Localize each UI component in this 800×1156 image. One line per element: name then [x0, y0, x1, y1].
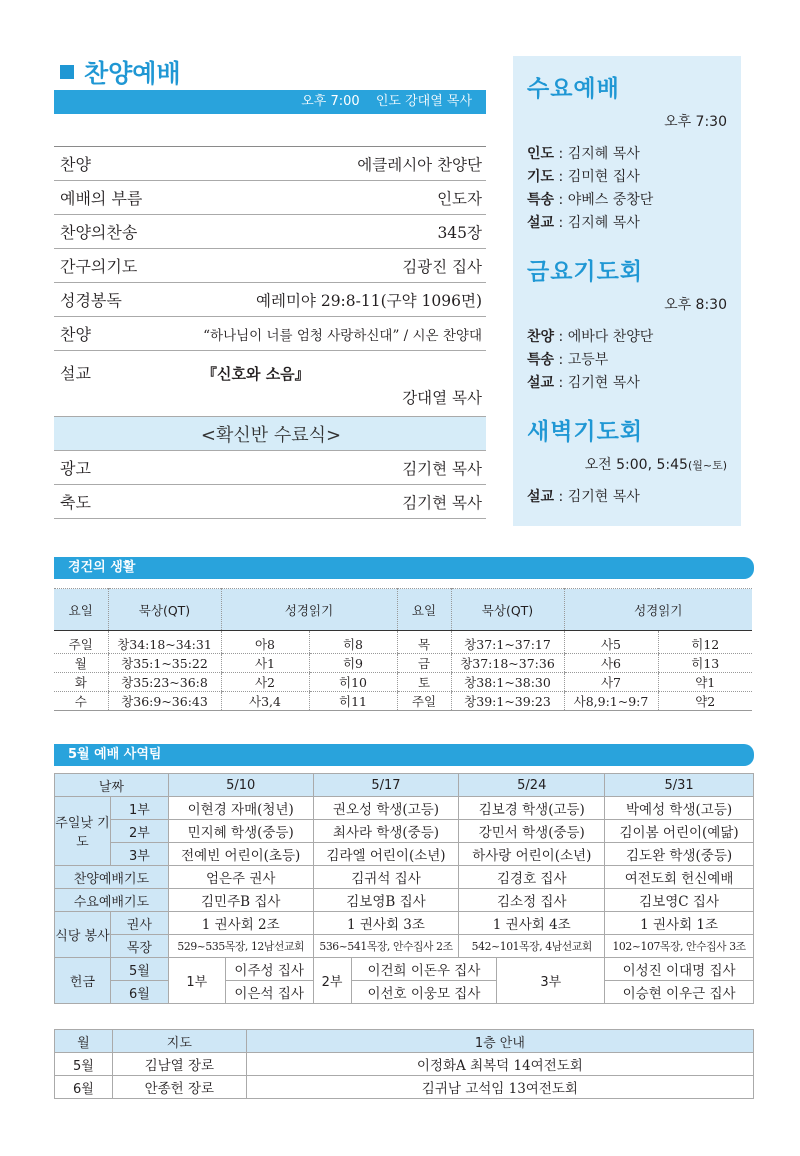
table-row: 주일낮 기도 1부 이현경 자매(청년) 권오성 학생(고등) 김보경 학생(고등) 박예성 학생(고등) — [55, 797, 754, 820]
order-row: 간구의기도 김광진 집사 — [54, 249, 486, 283]
square-bullet-icon — [60, 65, 74, 79]
dawn-title: 새벽기도회 — [527, 419, 644, 445]
qt-section-header: 경건의 생활 — [54, 557, 754, 579]
table-row: 3부 전예빈 어린이(초등) 김라엘 어린이(소년) 하사랑 어린이(소년) 김도완 학생(중등) — [55, 843, 754, 866]
order-row: 예배의 부름 인도자 — [54, 181, 486, 215]
qt-header-day: 요일 — [54, 589, 108, 631]
sermon-title: 『신호와 소음』 — [202, 365, 310, 383]
service-time: 오후 7:00 — [301, 94, 360, 109]
service-leader: 인도 강대열 목사 — [375, 94, 472, 109]
order-row: 광고 김기현 목사 — [54, 451, 486, 485]
table-row: 6월 이은석 집사 이선호 이웅모 집사 이승현 이우근 집사 — [55, 981, 754, 1004]
table-row: 수 창36:9~36:43 사3,4 히11 주일 창39:1~39:23 사8,9:1~9:7 약2 — [54, 692, 752, 711]
table-row: 찬양예배기도 엄은주 권사 김귀석 집사 김경호 집사 여전도회 헌신예배 — [55, 866, 754, 889]
order-row: 찬양 “하나님이 너를 엄청 사랑하신대” / 시온 찬양대 — [54, 317, 486, 351]
sermon-row: 설교 『신호와 소음』 강대열 목사 — [54, 351, 486, 417]
order-row: 찬양의찬송 345장 — [54, 215, 486, 249]
service-info-bar — [54, 90, 486, 114]
sermon-preacher: 강대열 목사 — [402, 389, 482, 407]
friday-prayer: 금요기도회 오후 8:30 찬양 : 에바다 찬양단 특송 : 고등부 설교 : 김기현 목사 — [527, 253, 727, 395]
friday-time: 오후 8:30 — [664, 297, 727, 313]
team-section-header: 5월 예배 사역팀 — [54, 744, 754, 766]
qt-header-reading: 성경읽기 — [221, 589, 397, 631]
table-row: 5월 김남열 장로 이정화A 최복덕 14여전도회 — [55, 1053, 754, 1076]
event-row: <확신반 수료식> — [54, 417, 486, 451]
wednesday-time: 오후 7:30 — [664, 114, 727, 130]
qt-header-day: 요일 — [397, 589, 451, 631]
wednesday-service: 수요예배 오후 7:30 인도 : 김지혜 목사 기도 : 김미현 집사 특송 : 야베스 중창단 설교 : 김지혜 목사 — [527, 70, 727, 235]
table-row: 2부 민지혜 학생(중등) 최사라 학생(중등) 강민서 학생(중등) 김이봄 어린이(예닮) — [55, 820, 754, 843]
order-row: 찬양 에클레시아 찬양단 — [54, 147, 486, 181]
dawn-time: 오전 5:00, 5:45(월~토) — [584, 457, 727, 473]
qt-table — [54, 588, 752, 711]
table-row: 주일 창34:18~34:31 아8 히8 목 창37:1~37:17 사5 히12 — [54, 631, 752, 654]
qt-header-reading: 성경읽기 — [564, 589, 752, 631]
qt-header-meditation: 묵상(QT) — [108, 589, 221, 631]
worship-team-table: 날짜 5/10 5/17 5/24 5/31 주일낮 기도 1부 이현경 자매(청년) 권오성 학생(고등) 김보경 학생(고등) 박예성 학생(고등) 2부 민지혜 학생(중등) 최사라 학생(중등) 강민서 학생(중등) 김이봄 어린이(예닮) 3부 전예빈 어린이(초등) 김라엘 어린이(소년) 하사랑 어린이(소년) 김도완 학생(중등) 찬양예배기도 엄은주 권사 김귀석 집사 김경호 집사 여전도회 헌신예배 수요예배기도 김민주B 집사 김보영B 집사 김소정 집사 김보영C 집사 식당 봉사 권사 1 권사회 2조 1 권사회 3조 1 권사회 4조 1 권사회 1조 목장 529~535목장, 12남선교회 536~541목장, 안수집사 2조 542~101목장, 4남선교회 102~107목장, 안수집사 3조 헌금 5월 1부 이주성 집사 2부 이건희 이돈우 집사 3부 이성진 이대명 집사 6월 이은석 집사 이선호 이웅모 집사 이승현 이우근 집사 — [54, 773, 754, 1004]
wednesday-title: 수요예배 — [527, 76, 620, 102]
table-row: 식당 봉사 권사 1 권사회 2조 1 권사회 3조 1 권사회 4조 1 권사회 1조 — [55, 912, 754, 935]
friday-title: 금요기도회 — [527, 259, 644, 285]
praise-service-title: 찬양예배 — [54, 58, 486, 86]
table-row: 화 창35:23~36:8 사2 히10 토 창38:1~38:30 사7 약1 — [54, 673, 752, 692]
praise-service-section — [54, 58, 486, 519]
table-row: 월 창35:1~35:22 사1 히9 금 창37:18~37:36 사6 히13 — [54, 654, 752, 673]
order-row: 축도 김기현 목사 — [54, 485, 486, 519]
table-row: 수요예배기도 김민주B 집사 김보영B 집사 김소정 집사 김보영C 집사 — [55, 889, 754, 912]
table-row: 목장 529~535목장, 12남선교회 536~541목장, 안수집사 2조 542~101목장, 4남선교회 102~107목장, 안수집사 3조 — [55, 935, 754, 958]
order-row: 성경봉독 예레미야 29:8-11(구약 1096면) — [54, 283, 486, 317]
weekly-services-panel — [513, 56, 741, 526]
table-row: 6월 안종헌 장로 김귀남 고석임 13여전도회 — [55, 1076, 754, 1099]
dawn-prayer: 새벽기도회 오전 5:00, 5:45(월~토) 설교 : 김기현 목사 — [527, 413, 727, 509]
table-row: 헌금 5월 1부 이주성 집사 2부 이건희 이돈우 집사 3부 이성진 이대명 집사 — [55, 958, 754, 981]
service-order-list — [54, 146, 486, 519]
duty-table: 월 지도 1층 안내 5월 김남열 장로 이정화A 최복덕 14여전도회 6월 안종헌 장로 김귀남 고석임 13여전도회 — [54, 1029, 754, 1099]
qt-header-meditation: 묵상(QT) — [451, 589, 564, 631]
